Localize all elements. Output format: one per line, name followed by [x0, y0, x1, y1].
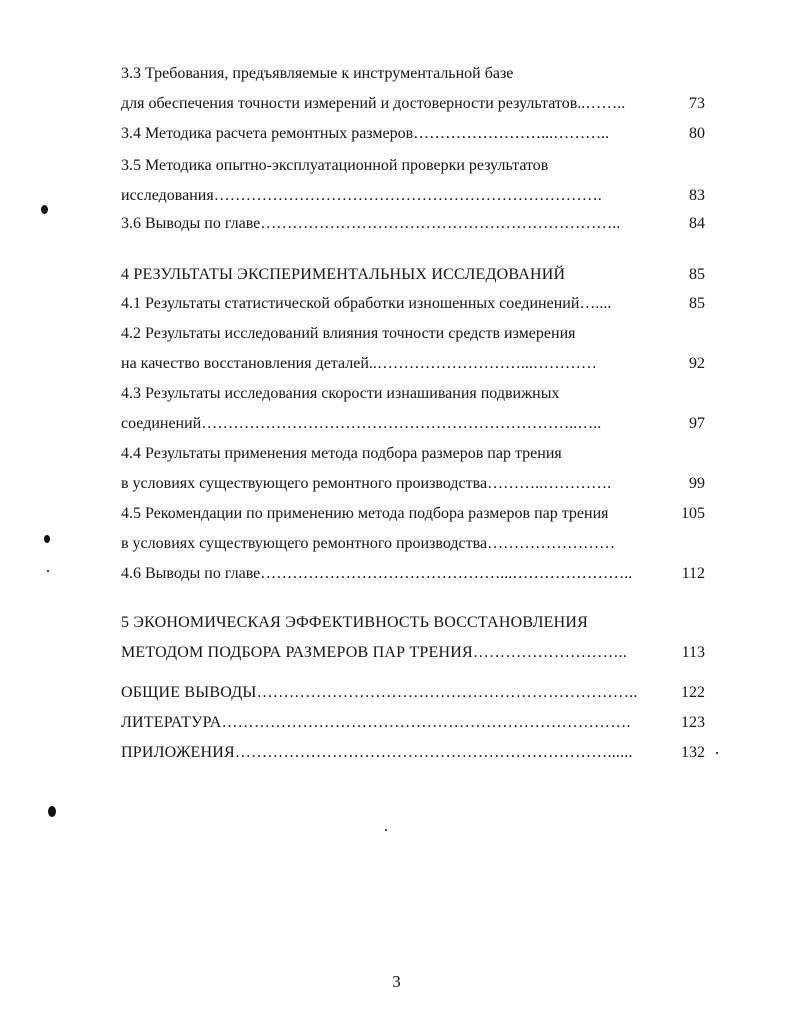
toc-line-3-5-cont: исследования……………………………………………………………….	[121, 187, 602, 204]
scan-speck	[47, 570, 49, 572]
toc-line-3-3-cont: для обеспечения точности измерений и достоверности результатов..……..	[121, 95, 626, 112]
toc-line-appendices: ПРИЛОЖЕНИЯ……………………………………………………………......	[121, 744, 633, 761]
toc-line-4-3-title: 4.3 Результаты исследования скорости изнашивания подвижных	[121, 385, 560, 402]
toc-line-literature: ЛИТЕРАТУРА………………………………………………………………….	[121, 714, 631, 731]
toc-page-literature: 123	[681, 714, 705, 731]
scan-speck	[48, 806, 56, 817]
toc-line-4-3-cont: соединений……………………………………………………………..…..	[121, 415, 602, 432]
toc-page-4-1: 85	[689, 295, 705, 312]
toc-line-3-3-title: 3.3 Требования, предъявляемые к инструментальной базе	[121, 65, 514, 82]
toc-page-3-4: 80	[689, 125, 705, 142]
toc-line-general-conclusions: ОБЩИЕ ВЫВОДЫ……………………………………………………………..	[121, 684, 638, 701]
scan-speck	[716, 752, 718, 754]
toc-page-4-6: 112	[681, 565, 705, 582]
toc-line-4-4-cont: в условиях существующего ремонтного производства………..………….	[121, 475, 612, 492]
toc-line-4-4-title: 4.4 Результаты применения метода подбора размеров пар трения	[121, 445, 562, 462]
toc-page-4-5: 105	[681, 505, 705, 522]
scan-speck	[44, 535, 50, 543]
page-number: 3	[392, 972, 401, 991]
toc-line-4-6: 4.6 Выводы по главе………………………………………...…………………..	[121, 565, 633, 582]
toc-line-chapter-5-title: 5 ЭКОНОМИЧЕСКАЯ ЭФФЕКТИВНОСТЬ ВОССТАНОВЛЕНИЯ	[121, 614, 589, 631]
toc-line-chapter-4: 4 РЕЗУЛЬТАТЫ ЭКСПЕРИМЕНТАЛЬНЫХ ИССЛЕДОВАНИЙ	[121, 266, 566, 283]
toc-line-3-5-title: 3.5 Методика опытно-эксплуатационной проверки результатов	[121, 157, 549, 174]
toc-line-4-5-cont: в условиях существующего ремонтного производства……………………	[121, 535, 616, 552]
toc-page-chapter-5: 113	[681, 644, 705, 661]
toc-page-appendices: 132	[681, 744, 705, 761]
toc-line-chapter-5-cont: МЕТОДОМ ПОДБОРА РАЗМЕРОВ ПАР ТРЕНИЯ………………………..	[121, 644, 628, 661]
toc-line-4-2-cont: на качество восстановления деталей..………………………...…………	[121, 355, 597, 372]
toc-page-3-5: 83	[689, 187, 705, 204]
toc-page-3-3: 73	[689, 95, 705, 112]
toc-line-4-5-title: 4.5 Рекомендации по применению метода подбора размеров пар трения	[121, 505, 609, 522]
toc-page-4-4: 99	[689, 475, 705, 492]
toc-line-4-2-title: 4.2 Результаты исследований влияния точности средств измерения	[121, 325, 576, 342]
toc-line-3-6: 3.6 Выводы по главе…………………………………………………………..	[121, 215, 621, 232]
toc-page-general-conclusions: 122	[681, 684, 705, 701]
scan-speck	[385, 829, 387, 831]
toc-page-4-2: 92	[689, 355, 705, 372]
toc-page-4-3: 97	[689, 415, 705, 432]
toc-line-4-1: 4.1 Результаты статистической обработки изношенных соединений…....	[121, 295, 612, 312]
toc-page-chapter-4: 85	[689, 266, 705, 283]
toc-line-3-4: 3.4 Методика расчета ремонтных размеров……………………...………..	[121, 125, 610, 142]
scan-speck	[41, 205, 48, 214]
toc-page-3-6: 84	[689, 215, 705, 232]
